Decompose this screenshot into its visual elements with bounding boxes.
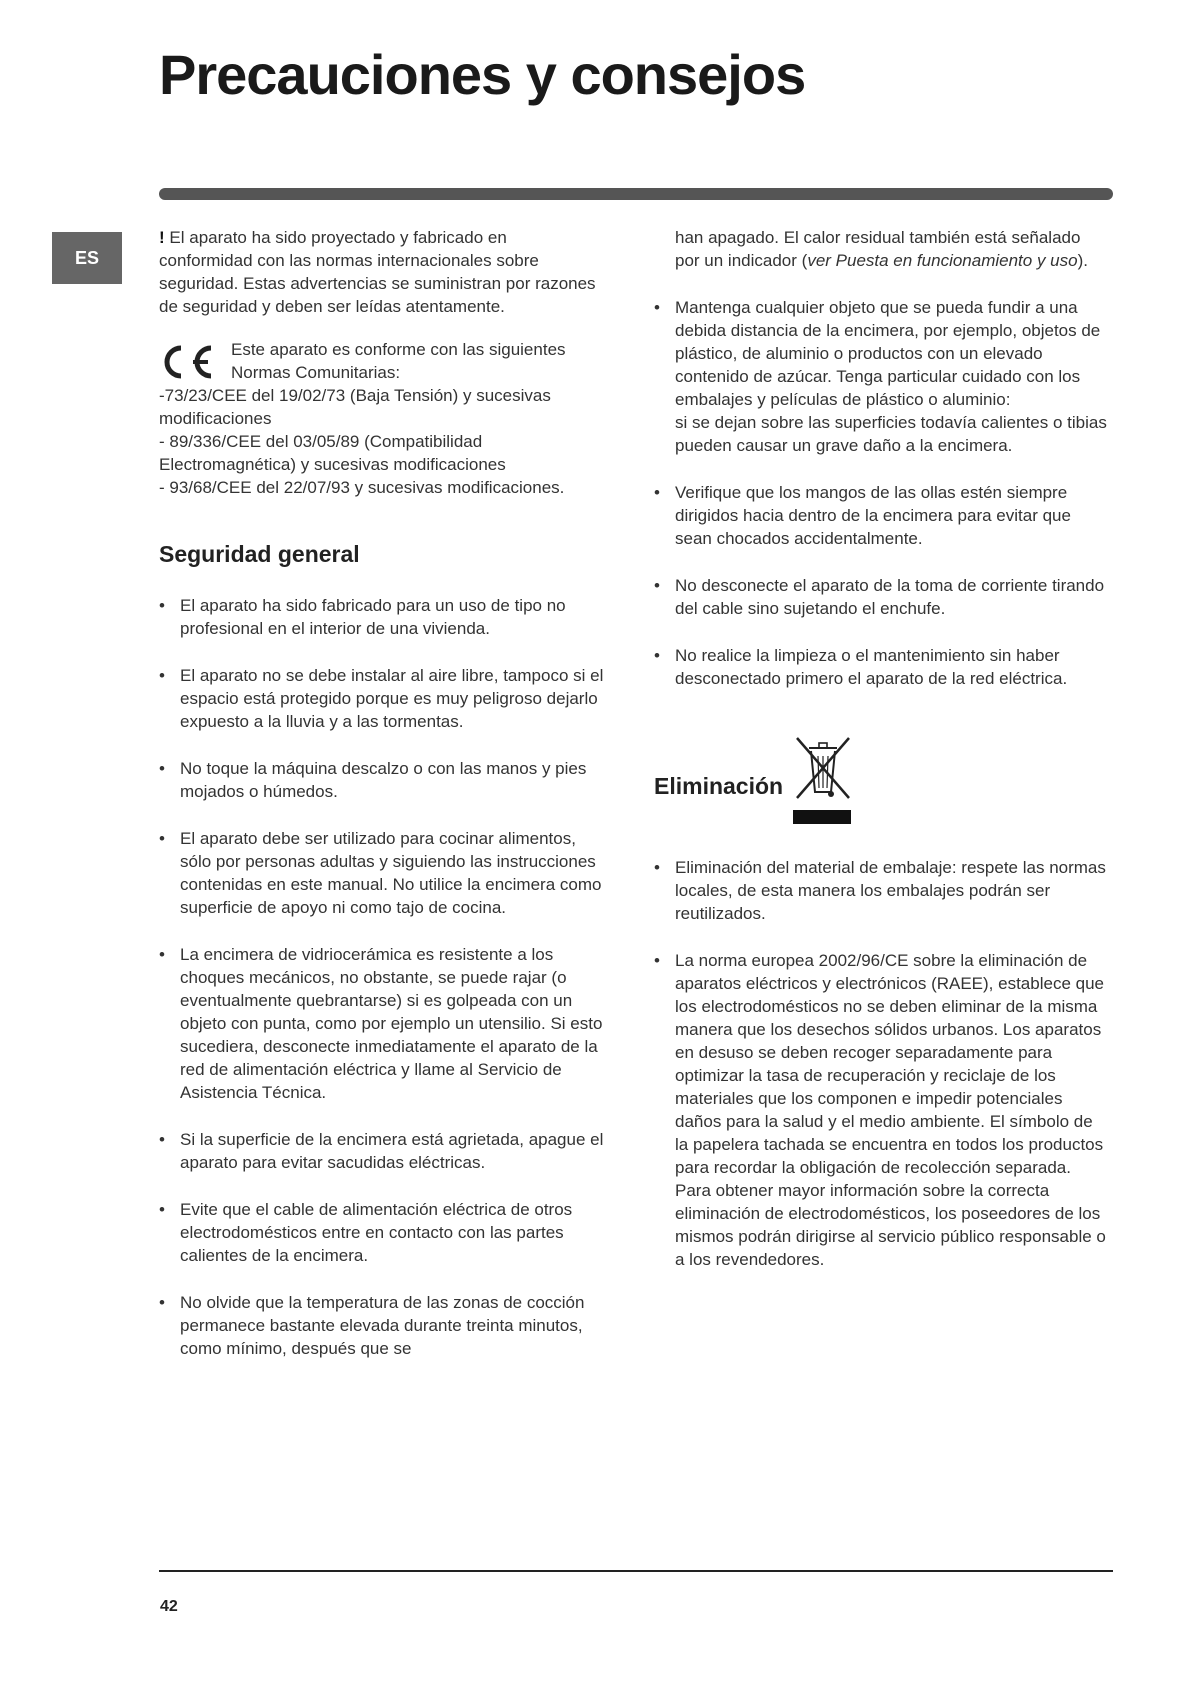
- left-column: [159, 226, 604, 1384]
- right-column: [654, 226, 1109, 1295]
- list-item: • Si la superficie de la encimera está agrietada, apague el aparato para evitar sacudidas eléctricas.: [159, 1128, 604, 1174]
- ce-norm-2: - 89/336/CEE del 03/05/89 (Compatibilidad Electromagnética) y sucesivas modificaciones: [159, 432, 506, 474]
- crossed-out-bin-icon: [791, 734, 853, 826]
- list-item: • La encimera de vidriocerámica es resistente a los choques mecánicos, no obstante, se puede rajar (o eventualmente quebrantarse) si es golpeada con un objeto con punta, como por ejemplo un utensilio. Si esto sucediera, desconecte inmediatamente el aparato de la red de alimentación eléctrica y llame al Servicio de Asistencia Técnica.: [159, 943, 604, 1104]
- continuation-text: han apagado. El calor residual también está señalado por un indicador (: [675, 228, 1081, 270]
- list-item-extra: Para obtener mayor información sobre la correcta eliminación de electrodomésticos, los poseedores de los mismos podrán dirigirse al servicio público responsable o a los revendedores.: [675, 1181, 1106, 1269]
- warning-mark: !: [159, 228, 165, 247]
- section-title-disposal: Eliminación: [654, 773, 784, 799]
- list-item-text: • Mantenga cualquier objeto que se pueda fundir a una debida distancia de la encimera, por ejemplo, objetos de plástico, de aluminio o productos con un elevado contenido de azúcar. Tenga particular cuidado con los embalajes y películas de plástico o aluminio:: [675, 298, 1101, 409]
- list-item: • No olvide que la temperatura de las zonas de cocción permanece bastante elevada durante treinta minutos, como mínimo, después que se: [159, 1291, 604, 1360]
- list-item: [654, 949, 1109, 1271]
- list-item: • Verifique que los mangos de las ollas estén siempre dirigidos hacia dentro de la encimera para evitar que sean chocados accidentalmente.: [654, 481, 1109, 550]
- cross-reference: ver Puesta en funcionamiento y uso: [807, 251, 1078, 270]
- intro-text: El aparato ha sido proyectado y fabricado en conformidad con las normas internacionales sobre seguridad. Estas advertencias se suministran por razones de seguridad y deben ser leídas atentamente.: [159, 228, 596, 316]
- list-item: • El aparato ha sido fabricado para un uso de tipo no profesional en el interior de una vivienda.: [159, 594, 604, 640]
- list-item-text: • La norma europea 2002/96/CE sobre la eliminación de aparatos eléctricos y electrónicos (RAEE), establece que los electrodomésticos no se deben eliminar de la misma manera que los desechos sólidos urbanos. Los aparatos en desuso se deben recoger separadamente para optimizar la tasa de recuperación y reciclaje de los materiales que los componen e impedir potenciales daños para la salud y el medio ambiente. El símbolo de la papelera tachada se encuentra en todos los productos para recordar la obligación de recolección separada.: [675, 951, 1104, 1177]
- page-title: Precauciones y consejos: [159, 43, 806, 106]
- language-tab: ES: [52, 232, 122, 284]
- ce-conformity-block: [159, 338, 604, 499]
- list-item: [654, 296, 1109, 457]
- list-item: • No desconecte el aparato de la toma de corriente tirando del cable sino sujetando el enchufe.: [654, 574, 1109, 620]
- list-item: • Evite que el cable de alimentación eléctrica de otros electrodomésticos entre en contacto con las partes calientes de la encimera.: [159, 1198, 604, 1267]
- general-safety-list: [159, 594, 604, 1360]
- list-item-extra: si se dejan sobre las superficies todavía calientes o tibias pueden causar un grave daño a la encimera.: [675, 413, 1107, 455]
- list-item: • El aparato no se debe instalar al aire libre, tampoco si el espacio está protegido porque es muy peligroso dejarlo expuesto a la lluvia y a las tormentas.: [159, 664, 604, 733]
- top-divider: [159, 188, 1113, 200]
- ce-norm-1: -73/23/CEE del 19/02/73 (Baja Tensión) y sucesivas modificaciones: [159, 386, 551, 428]
- disposal-list: [654, 856, 1109, 1271]
- list-item: • No toque la máquina descalzo o con las manos y pies mojados o húmedos.: [159, 757, 604, 803]
- list-item: • No realice la limpieza o el mantenimiento sin haber desconectado primero el aparato de la red eléctrica.: [654, 644, 1109, 690]
- section-title-general-safety: Seguridad general: [159, 541, 360, 567]
- continuation-paragraph: [654, 226, 1109, 272]
- ce-norm-3: - 93/68/CEE del 22/07/93 y sucesivas modificaciones.: [159, 478, 565, 497]
- list-item: • Eliminación del material de embalaje: respete las normas locales, de esta manera los embalajes podrán ser reutilizados.: [654, 856, 1109, 925]
- continuation-end: ).: [1077, 251, 1088, 270]
- ce-statement: Este aparato es conforme con las siguientes Normas Comunitarias:: [231, 340, 566, 382]
- general-safety-list-continued: [654, 296, 1109, 690]
- disposal-header: [654, 734, 1109, 826]
- intro-paragraph: [159, 226, 604, 318]
- page-number: 42: [160, 1598, 178, 1615]
- ce-mark-icon: [159, 342, 215, 382]
- list-item: • El aparato debe ser utilizado para cocinar alimentos, sólo por personas adultas y siguiendo las instrucciones contenidas en este manual. No utilice la encimera como superficie de apoyo ni como tajo de cocina.: [159, 827, 604, 919]
- bottom-divider: [159, 1570, 1113, 1572]
